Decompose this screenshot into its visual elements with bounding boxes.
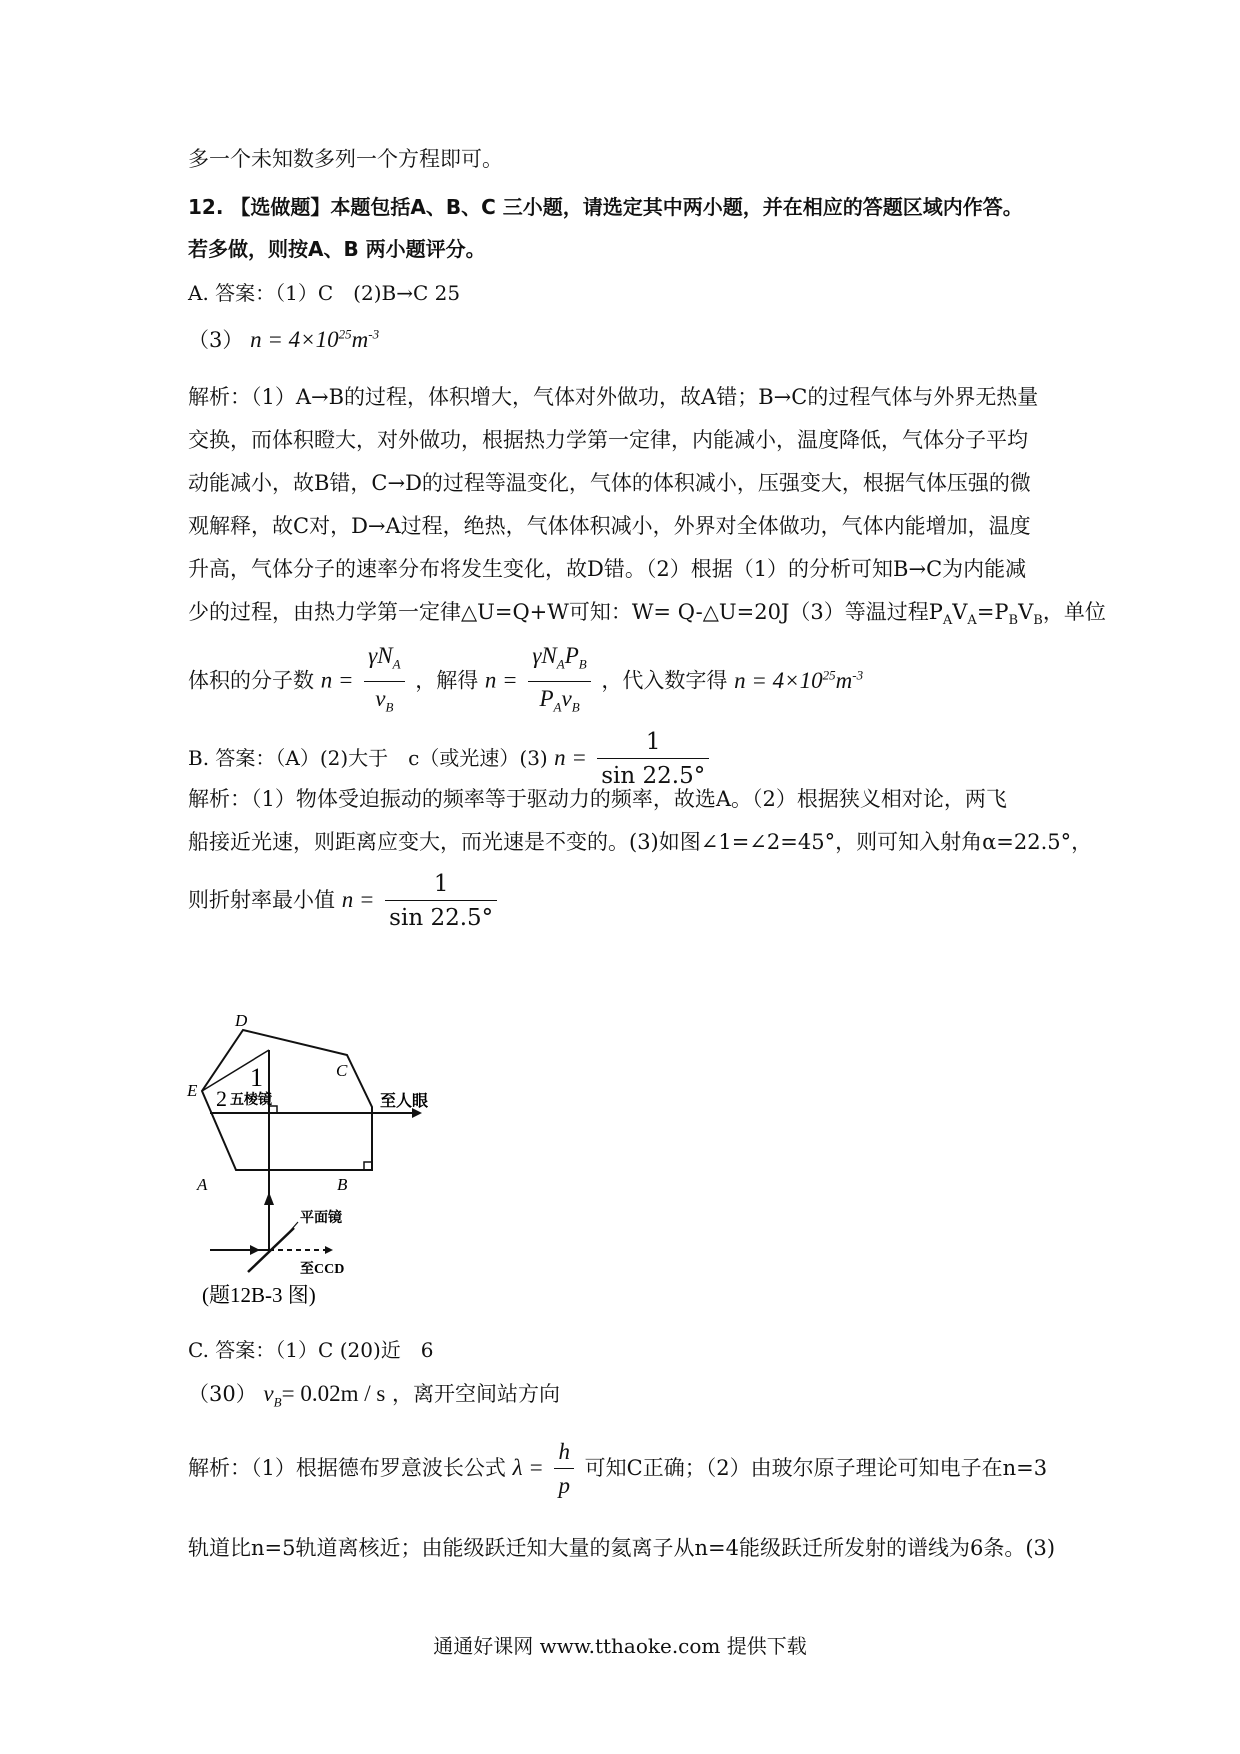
text: 体积的分子数 [188,668,314,693]
denominator: sin 22.5° [601,763,706,789]
text-line: 多一个未知数多列一个方程即可。 [188,147,503,171]
label-D: D [235,1011,248,1030]
fraction [528,640,590,724]
text: ，单位 [1042,600,1106,624]
formula-text: n = 4×10 [250,327,339,352]
text: 则折射率最小值 [188,888,335,912]
answer-c: C. 答案：（1）C (20)近 6 [188,1338,434,1362]
exponent: 25 [338,326,352,342]
explanation-a-2: 交换，而体积瞪大，对外做功，根据热力学第一定律，内能减小，温度降低，气体分子平均 [188,428,1028,452]
numerator: 1 [597,726,709,759]
formula-text: v [561,685,572,711]
fraction [364,640,404,724]
text: 解析：（1）根据德布罗意波长公式 [188,1456,506,1480]
subscript: B [1033,613,1043,629]
figure-caption: (题12B-3 图) [202,1283,316,1307]
formula-text: P [539,685,554,711]
explanation-b-3 [188,868,501,935]
right-angle-marker [364,1162,372,1170]
explanation-a-6 [188,596,1106,628]
explanation-a-7 [188,640,863,724]
mirror-pointer [284,1222,298,1238]
exponent: -3 [852,666,864,682]
explanation-a-5: 升高，气体分子的速率分布将发生变化，故D错。（2）根据（1）的分析可知B→C为内能减 [188,557,1027,581]
denominator: p [558,1473,570,1498]
explanation-a-3: 动能减小，故B错，C→D的过程等温变化，气体的体积减小，压强变大，根据气体压强的微 [188,471,1031,495]
angle-label-2: 2 [216,1086,227,1111]
formula-text: P [564,643,579,668]
formula-text: γN [532,643,557,668]
subscript: B [578,656,587,672]
explanation-a-1: 解析：（1）A→B的过程，体积增大，气体对外做功，故A错；B→C的过程气体与外界无热量 [188,385,1039,409]
numerator: 1 [385,868,497,901]
answer-a: A. 答案：（1）C (2)B→C 25 [188,281,461,305]
exponent: -3 [368,326,380,342]
arrowhead-up [264,1192,274,1205]
formula-n [250,327,379,352]
pentaprism-outline [202,1030,372,1170]
numerator [364,640,404,682]
fraction [385,868,497,935]
label-A: A [197,1175,208,1194]
label-E: E [187,1081,198,1100]
formula-n-var: n = [554,745,587,770]
to-ccd-label: 至CCD [300,1262,345,1277]
pentaprism-diagram [187,1010,510,1310]
unit: m [835,667,853,693]
page-footer: 通通好课网 www.tthaoke.com 提供下载 [433,1634,807,1658]
subscript: B [571,699,580,715]
mirror-label: 平面镜 [300,1211,342,1226]
formula-n [734,668,863,693]
formula-text: n = 4×10 [734,667,823,693]
subscript: B [273,1394,282,1410]
explanation-b-1: 解析：（1）物体受迫振动的频率等于驱动力的频率，故选A。（2）根据狭义相对论，两飞 [188,787,1007,811]
numerator: h [554,1436,574,1469]
text: 少的过程，由热力学第一定律△U=Q+W可知：W= Q-△U=20J（3）等温过程P [188,600,943,624]
formula-text: v [375,685,386,711]
text: ，解得 [415,668,479,693]
denominator: sin 22.5° [389,905,494,931]
answer-a-3 [188,324,379,354]
text: 可知C正确；（2）由玻尔原子理论可知电子在n=3 [584,1456,1048,1480]
to-eye-label: 至人眼 [380,1093,429,1110]
subscript: A [553,699,562,715]
explanation-c-2: 轨道比n=5轨道离核近；由能级跃迁知大量的氦离子从n=4能级跃迁所发射的谱线为6条。(3) [188,1536,1056,1560]
label-C: C [336,1061,348,1080]
arrowhead-in [250,1245,260,1255]
numerator [528,640,590,682]
subscript: A [967,613,977,629]
unit: m [351,327,369,352]
question-heading: 12. 【选做题】本题包括A、B、C 三小题，请选定其中两小题，并在相应的答题区域内作答。 [188,195,1023,219]
text: =P [976,600,1009,624]
fraction [554,1436,574,1503]
formula-text: = 0.02m / s [281,1381,386,1406]
denominator [528,682,590,725]
label: （3） [188,328,244,352]
exponent: 25 [822,666,836,682]
formula-lambda: λ = [512,1455,544,1480]
label: （30） [188,1382,257,1406]
explanation-c-1 [188,1436,1047,1503]
text: ，代入数字得 [601,668,728,693]
angle-label-1: 1 [250,1063,263,1092]
label-B: B [337,1175,348,1194]
text: ，离开空间站方向 [391,1382,560,1406]
subscript: A [392,656,401,672]
question-heading-cont: 若多做，则按A、B 两小题评分。 [188,237,486,261]
formula-n-var: n = [484,667,518,693]
prism-label: 五棱镜 [230,1093,272,1108]
formula-text: γN [368,643,393,668]
text: V [952,600,968,624]
subscript: A [556,656,565,672]
answer-c-2 [188,1378,560,1411]
text: B. 答案：（A）(2)大于 c（或光速）(3) [188,746,548,770]
text: V [1018,600,1034,624]
subscript: B [1008,613,1019,629]
formula-text: v [263,1381,274,1406]
formula-n-var: n = [320,667,354,693]
formula-n-var: n = [341,887,375,912]
subscript: A [942,613,953,629]
denominator [364,682,404,725]
explanation-b-2: 船接近光速，则距离应变大，而光速是不变的。(3)如图∠1=∠2=45°，则可知入射角α=22.5°， [188,830,1093,854]
subscript: B [385,699,394,715]
formula-vb [263,1381,386,1410]
arrowhead-to-ccd [325,1246,333,1254]
explanation-a-4: 观解释，故C对，D→A过程，绝热，气体体积减小，外界对全体做功，气体内能增加，温度 [188,514,1031,538]
